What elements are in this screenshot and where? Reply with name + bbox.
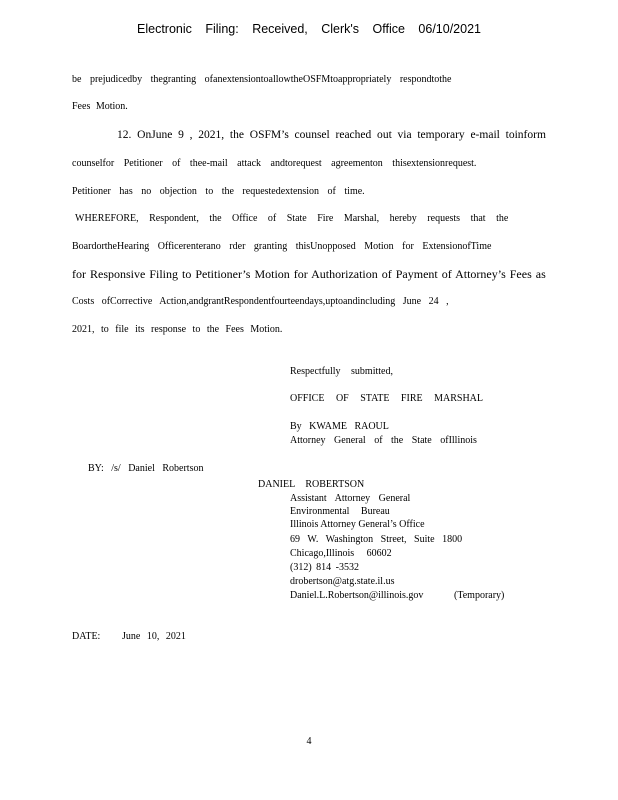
body-line-6: WHEREFORE, Respondent, the Office of State Fire Marshal, hereby requests that the: [75, 213, 509, 224]
signature-email-note: (Temporary): [454, 590, 505, 601]
body-line-10: 2021, to file its response to the Fees Motion.: [72, 324, 283, 335]
signature-bureau: Environmental Bureau: [290, 506, 390, 517]
body-line-1: be prejudicedby thegranting ofanextensiontoallowtheOSFMtoappropriately respondtothe: [72, 74, 452, 85]
body-line-4: counselfor Petitioner of thee-mail attack andtorequest agreementon thisextensionrequest.: [72, 158, 477, 169]
body-line-7: BoardortheHearing Officerenterano rder granting thisUnopposed Motion for ExtensionofTime: [72, 241, 492, 252]
date-value: June 10, 2021: [122, 631, 186, 642]
body-line-5: Petitioner has no objection to the requestedextension of time.: [72, 186, 365, 197]
signature-title: Assistant Attorney General: [290, 493, 411, 504]
signature-phone: (312) 814 -3532: [290, 562, 359, 573]
signature-office: OFFICE OF STATE FIRE MARSHAL: [290, 393, 484, 404]
signature-email-primary[interactable]: drobertson@atg.state.il.us: [290, 576, 395, 587]
signature-by-line: By KWAME RAOUL: [290, 421, 389, 432]
signature-agency: Illinois Attorney General’s Office: [290, 519, 425, 530]
body-line-3: 12. OnJune 9 , 2021, the OSFM’s counsel reached out via temporary e-mail toinform: [117, 127, 546, 141]
page-number: 4: [306, 736, 312, 747]
filing-stamp-header: Electronic Filing: Received, Clerk's Office 06/10/2021: [137, 22, 481, 36]
signature-street: 69 W. Washington Street, Suite 1800: [290, 534, 463, 545]
body-line-2: Fees Motion.: [72, 101, 128, 112]
signature-name: DANIEL ROBERTSON: [258, 479, 365, 490]
date-label: DATE:: [72, 631, 101, 642]
body-line-8: for Responsive Filing to Petitioner’s Motion for Authorization of Payment of Attorney’s Fees as: [72, 267, 546, 281]
signature-electronic: BY: /s/ Daniel Robertson: [88, 463, 204, 474]
signature-email-temporary[interactable]: Daniel.L.Robertson@illinois.gov: [290, 590, 424, 601]
body-line-9: Costs ofCorrective Action,andgrantRespondentfourteendays,uptoandincluding June 24 ,: [72, 296, 449, 307]
signature-closing: Respectfully submitted,: [290, 366, 393, 377]
signature-ag-line: Attorney General of the State ofIllinois: [290, 435, 477, 446]
signature-city: Chicago,Illinois 60602: [290, 548, 392, 559]
